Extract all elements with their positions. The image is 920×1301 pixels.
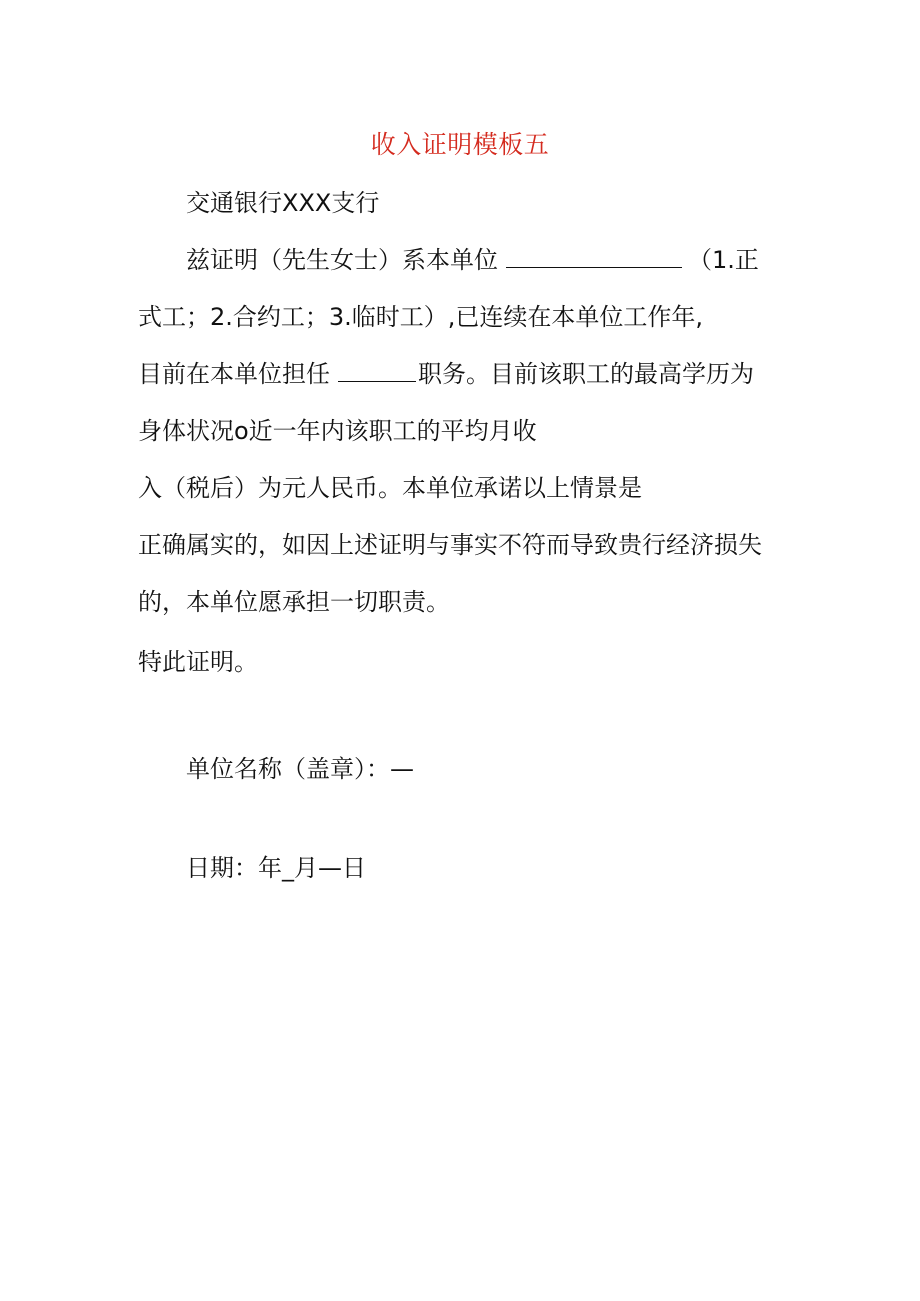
- body-line-3: [138, 357, 754, 391]
- body-line-5: 入（税后）为元人民币。本单位承诺以上情景是: [138, 474, 642, 502]
- body-line-2: 式工；2.合约工；3.临时工）,已连续在本单位工作年,: [138, 303, 704, 331]
- body-line-3-tail: 职务。目前该职工的最高学历为: [418, 360, 754, 388]
- body-line-6: 正确属实的，如因上述证明与事实不符而导致贵行经济损失: [138, 531, 762, 559]
- signature-date: 日期：年_月—日: [186, 854, 366, 882]
- signature-unit: 单位名称（盖章）：—: [186, 755, 414, 783]
- body-line-1-text: 兹证明（先生女士）系本单位: [186, 246, 498, 274]
- addressee: 交通银行XXX支行: [186, 189, 380, 217]
- body-line-1-tail: （1.正: [688, 246, 759, 274]
- position-blank: [338, 359, 416, 382]
- body-line-1: [186, 243, 759, 277]
- unit-name-blank: [506, 245, 682, 268]
- document-title: 收入证明模板五: [370, 130, 550, 159]
- body-line-4: 身体状况o近一年内该职工的平均月收: [138, 417, 537, 445]
- body-line-3-text: 目前在本单位担任: [138, 360, 330, 388]
- closing-line: 特此证明。: [138, 648, 258, 676]
- body-line-7: 的，本单位愿承担一切职责。: [138, 588, 450, 616]
